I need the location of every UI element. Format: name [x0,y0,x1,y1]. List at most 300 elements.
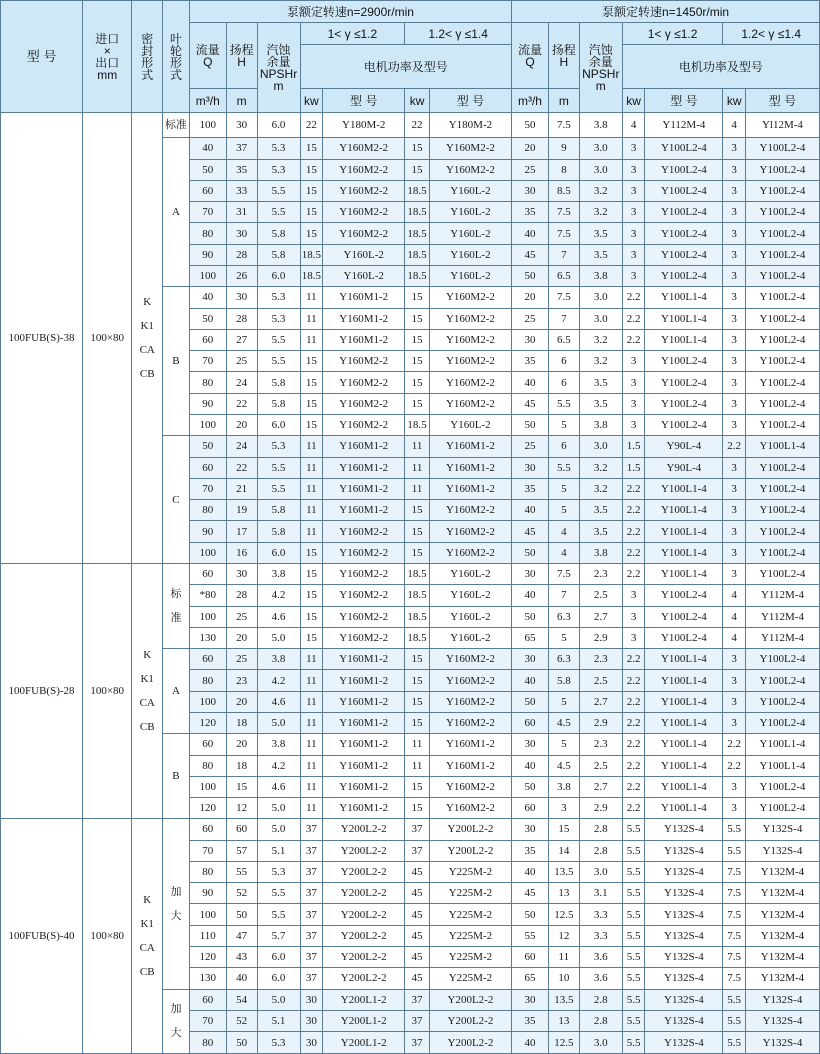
table-cell: 3.8 [579,415,622,436]
table-cell: 5.5 [723,1010,746,1031]
table-cell: 3 [723,138,746,159]
seal-types [132,563,163,818]
table-cell: 5.0 [257,989,300,1010]
table-cell: 11 [300,457,323,478]
table-cell: 3 [723,563,746,584]
table-cell: 30 [512,649,549,670]
table-cell: Y132S-4 [745,989,819,1010]
table-cell: 6.0 [257,968,300,989]
table-cell: Y100L2-4 [645,585,723,606]
table-cell: 11 [405,436,430,457]
table-cell: 47 [226,925,257,946]
header-kw: kw [622,89,645,113]
table-cell: 15 [300,372,323,393]
header-model: 型 号 [1,1,83,113]
table-cell: 15 [405,500,430,521]
table-cell: Y160M1-2 [323,500,405,521]
table-cell: Y100L2-4 [745,308,819,329]
table-cell: Y132S-4 [745,819,819,840]
table-cell: 3.5 [579,521,622,542]
table-cell: 5.8 [257,244,300,265]
table-cell: 40 [512,500,549,521]
table-cell: 11 [300,734,323,755]
seal-type: K1 [140,918,154,931]
table-cell: 11 [300,287,323,308]
table-cell: Y200L2-2 [323,968,405,989]
table-cell: 60 [189,734,226,755]
seal-type: K [143,295,152,308]
table-cell: 3 [622,351,645,372]
table-cell: Y100L1-4 [645,287,723,308]
table-cell: 45 [512,883,549,904]
table-cell: 50 [512,266,549,287]
table-cell: 2.8 [579,1010,622,1031]
impeller-type [163,734,190,819]
table-cell: 3 [723,244,746,265]
table-cell: 3 [723,308,746,329]
table-cell: 60 [189,563,226,584]
table-cell: 5.5 [257,202,300,223]
table-cell: 18.5 [405,415,430,436]
table-cell: 11 [300,329,323,350]
table-cell: 60 [189,819,226,840]
table-cell: Y100L1-4 [645,500,723,521]
table-cell: 2.9 [579,798,622,819]
header-head-unit-1450: m [548,89,579,113]
table-cell: 45 [405,883,430,904]
table-cell: 3.8 [548,776,579,797]
table-cell: 37 [300,947,323,968]
table-cell: 5 [548,691,579,712]
table-cell: 3 [622,180,645,201]
table-cell: 15 [405,649,430,670]
table-cell: 5.7 [257,925,300,946]
table-cell: 20 [512,287,549,308]
table-cell: Y160M2-2 [323,202,405,223]
table-cell: 100 [189,415,226,436]
table-cell: 5.5 [622,947,645,968]
seal-type: CB [139,721,155,734]
table-cell: 4 [723,606,746,627]
table-cell: Y160M2-2 [429,521,511,542]
table-cell: 3.3 [579,904,622,925]
table-cell: 11 [300,798,323,819]
header-model-col: 型 号 [323,89,405,113]
table-cell: 18.5 [405,585,430,606]
table-cell: 3.6 [579,968,622,989]
table-cell: 18.5 [405,563,430,584]
table-cell: Y200L2-2 [429,989,511,1010]
table-cell: Y160M2-2 [429,691,511,712]
table-cell: 90 [189,244,226,265]
impeller-type [163,436,190,564]
table-cell: 3 [723,393,746,414]
table-cell: Y160M2-2 [429,138,511,159]
table-cell: 18 [226,755,257,776]
table-cell: 50 [189,159,226,180]
table-cell: 2.2 [622,691,645,712]
table-cell: 45 [405,968,430,989]
table-cell: 35 [512,351,549,372]
table-cell: 12.5 [548,904,579,925]
table-cell: 3 [622,372,645,393]
table-cell: 7.5 [723,947,746,968]
table-cell: 30 [512,457,549,478]
table-cell: Y160L-2 [429,180,511,201]
table-cell: Y160M2-2 [429,776,511,797]
table-cell: 30 [226,563,257,584]
table-cell: 40 [189,287,226,308]
table-cell: 3 [723,457,746,478]
table-cell: Y132M-4 [745,883,819,904]
table-cell: 5.5 [257,180,300,201]
table-cell: 90 [189,883,226,904]
table-cell: 21 [226,478,257,499]
table-cell: 3.1 [579,883,622,904]
table-cell: Y160L-2 [429,563,511,584]
table-cell: 55 [226,861,257,882]
table-cell: 5.5 [723,819,746,840]
table-cell: 80 [189,372,226,393]
table-cell: Y100L2-4 [745,202,819,223]
table-cell: Y100L1-4 [645,670,723,691]
table-cell: 5.5 [257,478,300,499]
table-cell: 7.5 [548,287,579,308]
table-cell: 7.5 [548,563,579,584]
table-cell: Y100L1-4 [745,755,819,776]
table-cell: Y225M-2 [429,904,511,925]
table-cell: 8.5 [548,180,579,201]
table-cell: 50 [512,691,549,712]
table-cell: Y160L-2 [429,266,511,287]
table-cell: Y100L2-4 [745,457,819,478]
table-cell: 70 [189,478,226,499]
table-cell: 5.0 [257,819,300,840]
table-cell: 18.5 [405,606,430,627]
table-cell: 6.0 [257,113,300,138]
table-cell: *80 [189,585,226,606]
table-cell: 40 [512,670,549,691]
table-cell: 60 [512,947,549,968]
table-cell: 24 [226,372,257,393]
table-cell: Y100L2-4 [645,244,723,265]
table-cell: 15 [300,351,323,372]
table-cell: 5.5 [622,1032,645,1054]
table-cell: 30 [512,989,549,1010]
table-cell: 30 [512,563,549,584]
table-cell: 50 [226,1032,257,1054]
table-cell: 4 [548,542,579,563]
table-cell: 52 [226,1010,257,1031]
table-cell: 3 [622,393,645,414]
table-cell: 2.2 [723,734,746,755]
table-cell: 2.2 [622,670,645,691]
table-cell: 3 [723,287,746,308]
table-cell: 3 [723,649,746,670]
table-cell: 15 [405,691,430,712]
table-cell: Y100L2-4 [745,223,819,244]
table-cell: 3 [723,266,746,287]
pump-model: 100FUB(S)-40 [1,819,83,1054]
table-cell: Y132S-4 [645,925,723,946]
table-cell: Y100L2-4 [745,415,819,436]
table-cell: 2.2 [622,649,645,670]
table-cell: 3 [723,670,746,691]
table-cell: Y100L1-4 [645,776,723,797]
table-cell: 40 [512,372,549,393]
table-cell: 6.5 [548,266,579,287]
table-cell: 15 [300,223,323,244]
table-cell: 5.5 [257,904,300,925]
table-cell: 2.2 [622,542,645,563]
table-cell: Y100L2-4 [745,712,819,733]
table-cell: 15 [405,670,430,691]
table-cell: Y200L2-2 [323,947,405,968]
pump-model: 100FUB(S)-38 [1,113,83,564]
impeller-label: 大 [170,909,182,922]
table-cell: 28 [226,244,257,265]
header-inlet-outlet: 进口 × 出口 mm [83,1,132,113]
table-cell: Y100L2-4 [645,415,723,436]
table-cell: Y132S-4 [645,1010,723,1031]
table-cell: 4.6 [257,606,300,627]
table-cell: 16 [226,542,257,563]
table-cell: 50 [512,415,549,436]
table-cell: 30 [512,329,549,350]
header-motor-1450: 电机功率及型号 [622,45,819,89]
table-cell: Y200L2-2 [323,925,405,946]
table-cell: 3 [622,202,645,223]
table-cell: Y132S-4 [745,1010,819,1031]
table-cell: Y160M2-2 [323,138,405,159]
inlet-outlet-size: 100×80 [83,113,132,564]
table-cell: 7.5 [548,202,579,223]
table-cell: 25 [226,649,257,670]
table-cell: 22 [226,457,257,478]
table-cell: 35 [512,478,549,499]
table-cell: 60 [512,712,549,733]
table-cell: Y160M2-2 [429,500,511,521]
table-cell: 3.5 [579,372,622,393]
table-cell: Y100L2-4 [745,542,819,563]
table-cell: 50 [512,113,549,138]
table-cell: 15 [300,563,323,584]
impeller-label: A [171,685,180,698]
table-cell: Y100L2-4 [645,159,723,180]
table-cell: 18.5 [405,223,430,244]
table-cell: 3 [723,202,746,223]
table-cell: Y160L-2 [429,415,511,436]
table-cell: Y100L2-4 [745,266,819,287]
table-cell: 3.0 [579,308,622,329]
table-cell: 3 [622,606,645,627]
table-cell: 11 [300,478,323,499]
table-cell: 4 [723,585,746,606]
table-cell: 60 [189,457,226,478]
table-cell: Y100L2-4 [645,138,723,159]
table-cell: 18.5 [300,244,323,265]
table-cell: 10 [548,968,579,989]
table-cell: 5.3 [257,308,300,329]
impeller-type [163,989,190,1053]
table-cell: 15 [405,393,430,414]
table-cell: 3.5 [579,223,622,244]
table-cell: 15 [300,585,323,606]
table-cell: 15 [405,138,430,159]
table-row [1,563,820,584]
table-cell: 27 [226,329,257,350]
table-cell: 3 [622,627,645,648]
table-cell: 4.2 [257,585,300,606]
header-flow-2900: 流量 Q [189,23,226,89]
impeller-type [163,287,190,436]
table-cell: Y100L1-4 [745,734,819,755]
table-cell: 40 [512,755,549,776]
impeller-label: 标准 [164,119,187,132]
header-flow-unit-2900: m³/h [189,89,226,113]
table-cell: 7.5 [723,904,746,925]
table-cell: 3.0 [579,436,622,457]
header-gamma-1-2900: 1< γ ≤1.2 [300,23,405,45]
table-cell: 5.5 [548,457,579,478]
table-cell: 26 [226,266,257,287]
table-cell: Y160M2-2 [429,308,511,329]
impeller-label: B [172,355,180,368]
table-cell: 50 [512,776,549,797]
table-cell: 3.5 [579,244,622,265]
header-head-2900: 扬程 H [226,23,257,89]
table-cell: 5.5 [622,925,645,946]
table-cell: 13 [548,1010,579,1031]
table-cell: 3 [622,138,645,159]
table-cell: 12.5 [548,1032,579,1054]
table-cell: 2.3 [579,734,622,755]
table-cell: Y200L1-2 [323,1032,405,1054]
table-cell: 4 [622,113,645,138]
table-cell: 3.3 [579,925,622,946]
table-cell: 20 [226,734,257,755]
table-cell: 50 [512,606,549,627]
table-cell: Y100L1-4 [645,521,723,542]
impeller-type [163,138,190,287]
table-cell: Y100L2-4 [745,691,819,712]
table-cell: 30 [300,1010,323,1031]
table-cell: 35 [512,840,549,861]
seal-type: CA [139,343,155,356]
table-cell: 18.5 [405,180,430,201]
table-cell: 40 [226,968,257,989]
table-cell: 25 [226,606,257,627]
table-cell: 2.3 [579,563,622,584]
table-cell: Y100L2-4 [745,563,819,584]
table-cell: 5.8 [548,670,579,691]
table-cell: 6.5 [548,329,579,350]
table-cell: 6.0 [257,947,300,968]
table-cell: 5.5 [622,989,645,1010]
table-cell: 22 [405,113,430,138]
table-cell: 7 [548,308,579,329]
table-cell: 13 [548,883,579,904]
table-cell: 5.0 [257,798,300,819]
table-cell: Y100L2-4 [745,500,819,521]
table-cell: Y160L-2 [429,585,511,606]
impeller-label: B [172,770,180,783]
table-cell: 15 [405,372,430,393]
table-cell: 2.5 [579,755,622,776]
table-cell: 2.5 [579,670,622,691]
table-cell: 90 [189,521,226,542]
table-cell: 3.2 [579,329,622,350]
table-cell: 3 [622,585,645,606]
table-cell: 6.0 [257,542,300,563]
table-cell: 7.5 [723,861,746,882]
table-cell: 37 [300,968,323,989]
table-cell: 22 [300,113,323,138]
table-cell: 37 [226,138,257,159]
table-cell: 5.5 [257,457,300,478]
header-seal-type: 密 封 形 式 [132,1,163,113]
inlet-outlet-size: 100×80 [83,819,132,1054]
table-cell: Y132M-4 [745,904,819,925]
table-cell: 4.2 [257,670,300,691]
table-cell: 30 [226,287,257,308]
table-cell: Y160M2-2 [429,351,511,372]
table-cell: 2.2 [723,436,746,457]
table-cell: Y160M2-2 [323,627,405,648]
table-cell: 33 [226,180,257,201]
table-cell: 37 [300,883,323,904]
table-cell: 4.6 [257,691,300,712]
table-cell: 120 [189,947,226,968]
table-cell: Y132S-4 [645,989,723,1010]
table-cell: Y160M2-2 [429,712,511,733]
table-cell: 110 [189,925,226,946]
table-cell: Y100L1-4 [645,649,723,670]
table-cell: 28 [226,308,257,329]
table-cell: 11 [300,500,323,521]
table-cell: 11 [548,947,579,968]
impeller-label: C [172,493,180,506]
seal-types [132,819,163,1054]
table-cell: Y160M1-2 [429,457,511,478]
table-cell: 12 [548,925,579,946]
table-cell: 5.8 [257,500,300,521]
table-cell: 25 [512,436,549,457]
table-cell: Y160L-2 [323,266,405,287]
seal-type: K [143,649,152,662]
table-cell: 18.5 [405,244,430,265]
table-cell: 4.5 [548,712,579,733]
table-cell: 35 [512,1010,549,1031]
table-cell: Y160M2-2 [323,372,405,393]
table-cell: 11 [405,457,430,478]
table-cell: Y160M2-2 [429,372,511,393]
table-cell: 30 [300,1032,323,1054]
table-cell: 5.1 [257,840,300,861]
table-cell: Y160L-2 [429,244,511,265]
table-cell: 19 [226,500,257,521]
table-cell: Y160M1-2 [323,308,405,329]
table-cell: 11 [300,308,323,329]
table-cell: 4.5 [548,755,579,776]
table-cell: 3 [622,415,645,436]
table-cell: 3.5 [579,393,622,414]
table-cell: 3 [723,798,746,819]
table-cell: Y100L2-4 [745,649,819,670]
table-cell: Y100L2-4 [745,287,819,308]
table-cell: 4 [723,627,746,648]
table-cell: Y132S-4 [645,840,723,861]
